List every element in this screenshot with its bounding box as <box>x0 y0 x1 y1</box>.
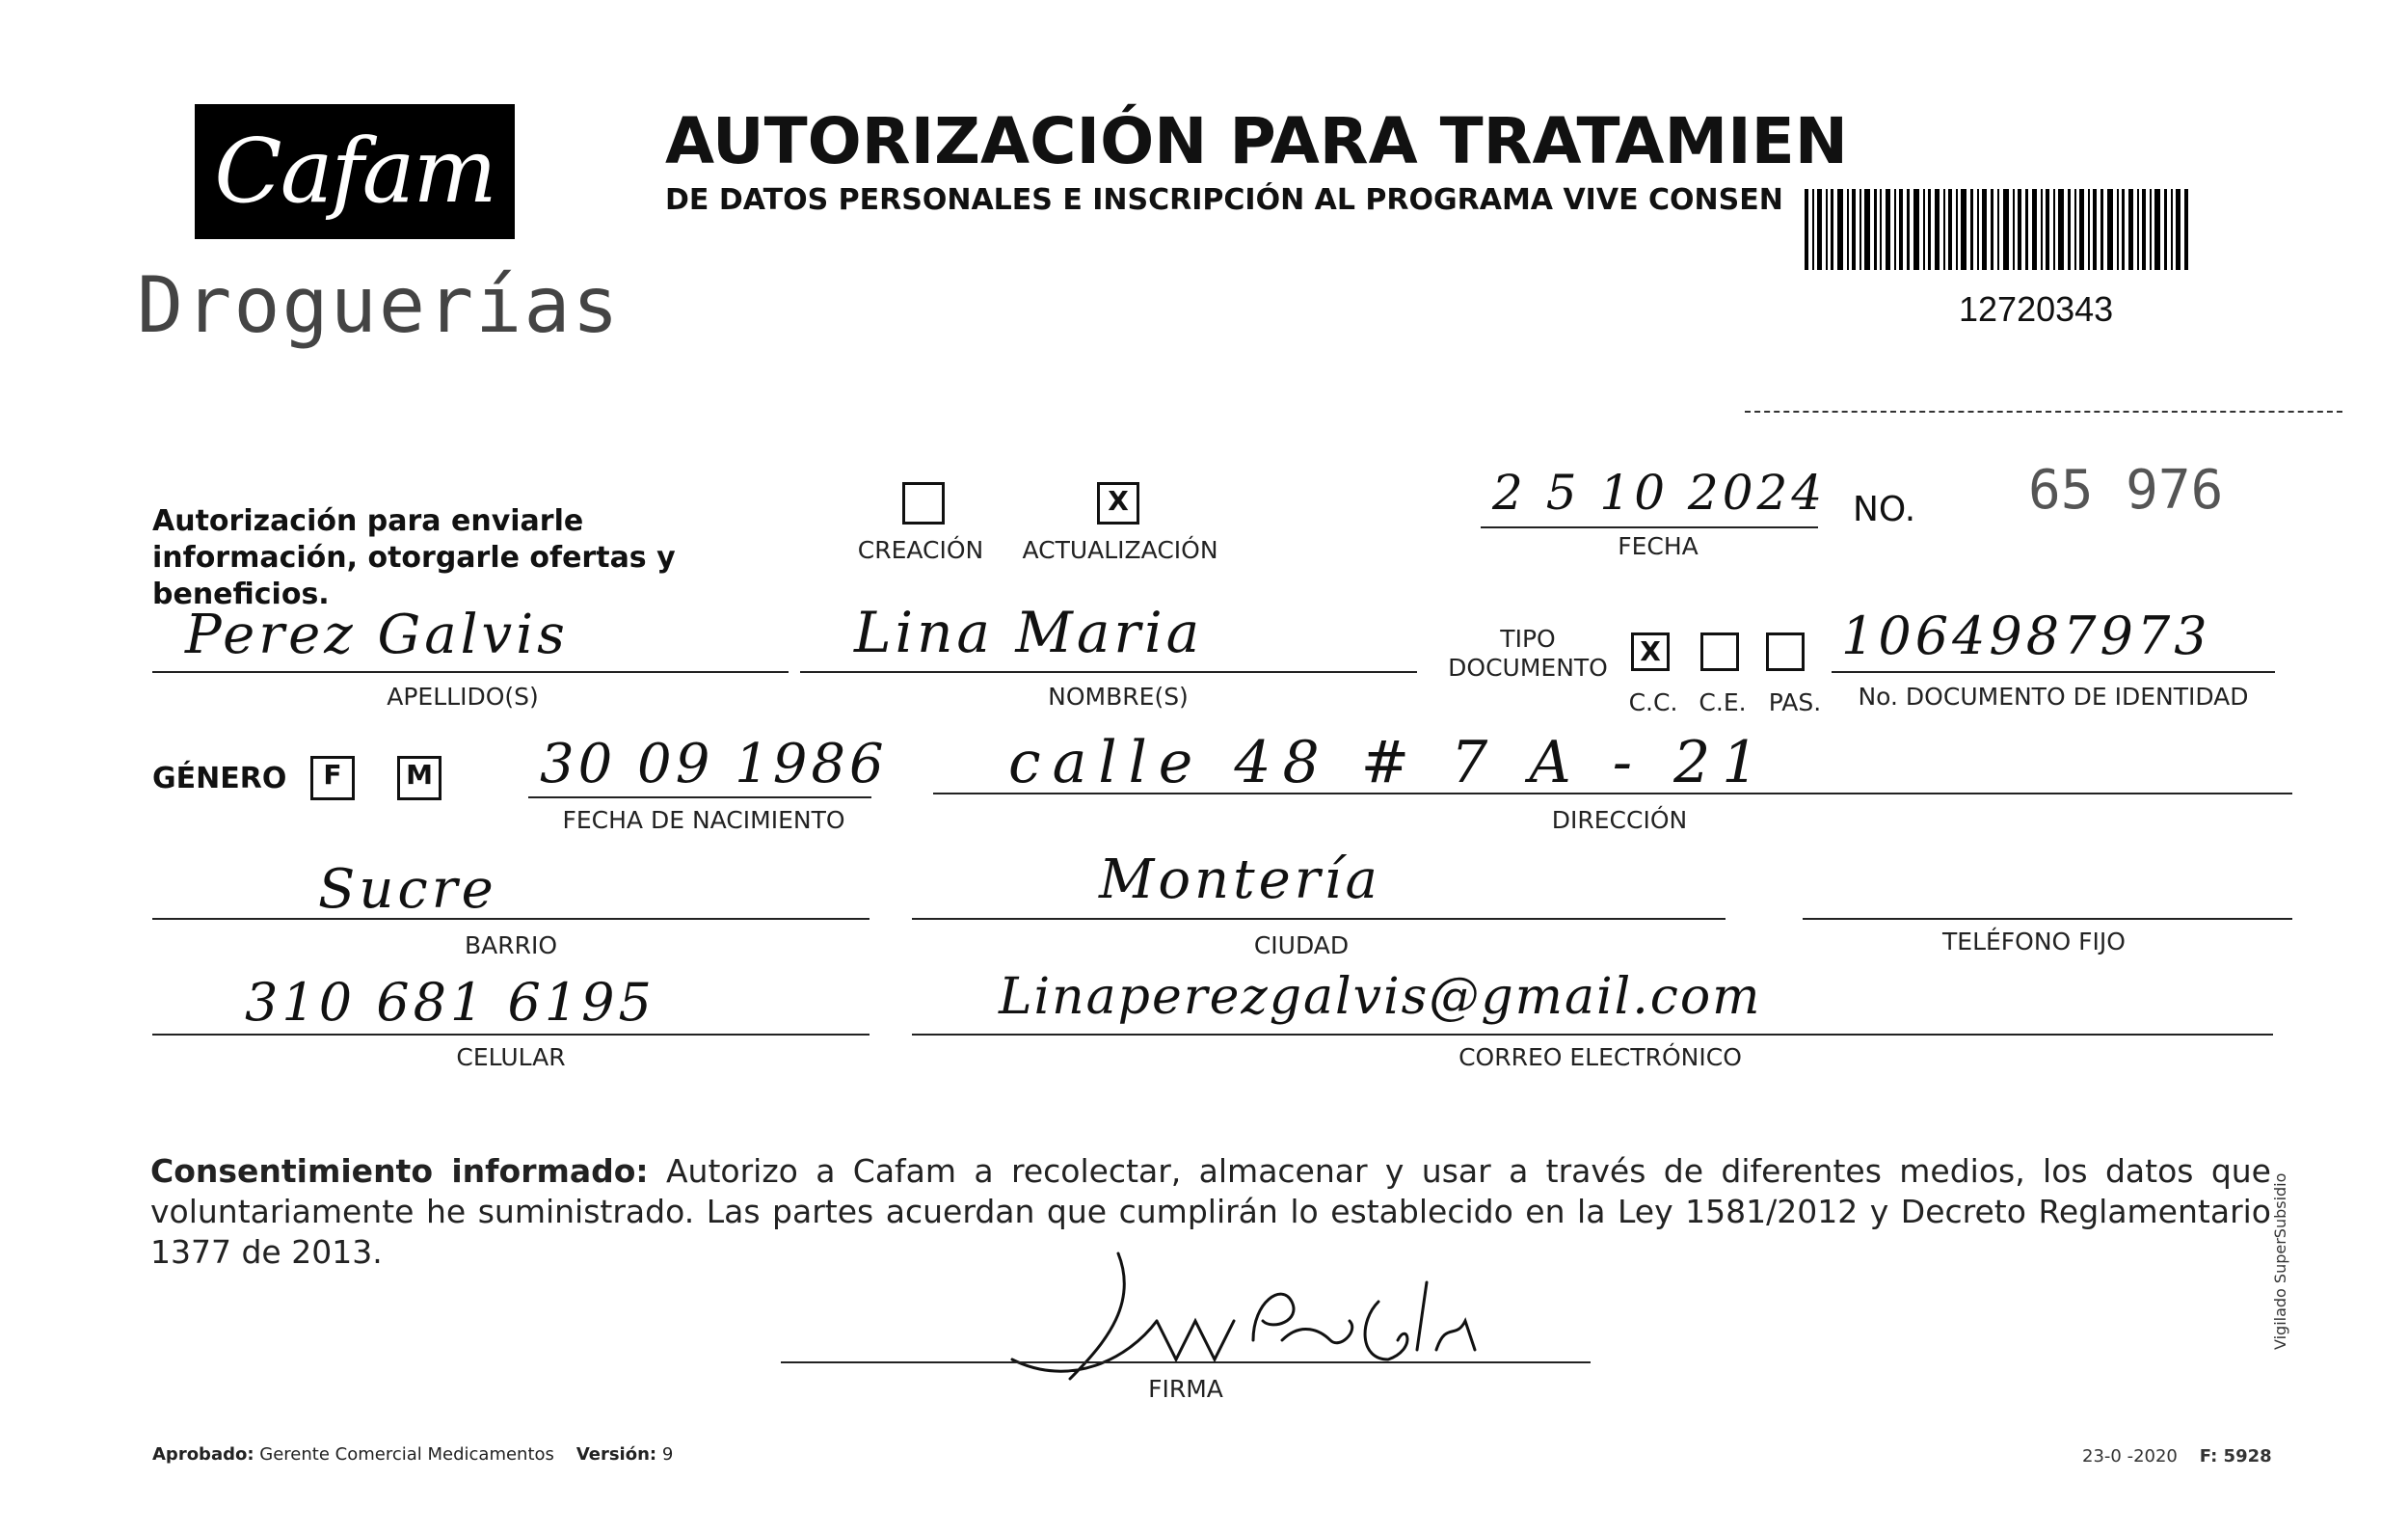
barcode <box>1805 189 2190 270</box>
address-label: DIRECCIÓN <box>1551 806 1688 834</box>
creation-checkbox[interactable] <box>902 482 945 525</box>
update-label: ACTUALIZACIÓN <box>1022 536 1218 564</box>
pas-label: PAS. <box>1768 688 1822 716</box>
footer-codes <box>2082 1446 2272 1467</box>
update-checkbox[interactable] <box>1097 482 1139 525</box>
doc-number-value: 1064987973 <box>1841 606 2211 666</box>
divider-line <box>1745 411 2342 413</box>
mobile-line <box>152 1034 870 1036</box>
date-label: FECHA <box>1618 532 1699 560</box>
version-value: 9 <box>661 1444 674 1465</box>
no-label: NO. <box>1853 490 1916 529</box>
email-label: CORREO ELECTRÓNICO <box>1458 1043 1742 1071</box>
gender-f-mark: F <box>323 759 342 791</box>
phone-line <box>1803 918 2292 920</box>
phone-label: TELÉFONO FIJO <box>1942 928 2126 955</box>
form-number: 65 976 <box>2028 459 2224 522</box>
date-line <box>1481 526 1818 528</box>
creation-label: CREACIÓN <box>857 536 984 564</box>
barcode-number: 12720343 <box>1959 289 2114 329</box>
doc-number-line <box>1832 671 2275 673</box>
gender-m-mark: M <box>406 759 433 791</box>
address-line <box>933 793 2292 794</box>
consent-text: Autorizo a Cafam a recolectar, almacenar y usar a través de diferentes medios, los datos que voluntariamente he suministrado. Las partes acuerdan que cumplirán lo establecido en la Ley 1581/2012 y Decreto Reglamentario 1377 de 2013. <box>150 1152 2271 1271</box>
subbrand-text: Droguerías <box>137 260 621 350</box>
birth-line <box>528 796 871 798</box>
side-text: Vigilado SuperSubsidio <box>2271 1172 2289 1350</box>
approved-value: Gerente Comercial Medicamentos <box>259 1444 554 1465</box>
birth-label: FECHA DE NACIMIENTO <box>562 806 845 834</box>
consent-heading: Consentimiento informado: <box>150 1152 649 1190</box>
doc-type-label: TIPO DOCUMENTO <box>1448 625 1608 682</box>
doc-number-label: No. DOCUMENTO DE IDENTIDAD <box>1858 683 2249 711</box>
email-value: Linaperezgalvis@gmail.com <box>999 968 1762 1026</box>
document-subtitle: DE DATOS PERSONALES E INSCRIPCIÓN AL PROGRAMA VIVE CONSEN <box>665 183 1783 217</box>
gender-f-checkbox[interactable] <box>310 756 355 800</box>
email-line <box>912 1034 2273 1036</box>
cc-label: C.C. <box>1628 688 1678 716</box>
authorization-intro: Autorización para enviarle información, otorgarle ofertas y beneficios. <box>152 504 676 611</box>
signature-label: FIRMA <box>1148 1375 1223 1403</box>
name-line <box>800 671 1417 673</box>
neighborhood-value: Sucre <box>318 858 497 921</box>
city-label: CIUDAD <box>1253 931 1350 959</box>
doc-ce-checkbox[interactable] <box>1700 632 1739 671</box>
surname-label: APELLIDO(S) <box>387 683 539 711</box>
document-title: AUTORIZACIÓN PARA TRATAMIEN <box>665 104 1848 178</box>
ce-label: C.E. <box>1699 688 1747 716</box>
barcode-graphic <box>1805 189 2190 270</box>
neighborhood-line <box>152 918 870 920</box>
logo-text: Cafam <box>214 120 495 223</box>
mobile-value: 310 681 6195 <box>245 972 656 1033</box>
mobile-label: CELULAR <box>456 1043 566 1071</box>
city-value: Montería <box>1099 848 1381 911</box>
address-value: calle 48 # 7 A - 21 <box>1008 729 1771 796</box>
city-line <box>912 918 1726 920</box>
signature-line <box>781 1361 1591 1363</box>
surname-value: Perez Galvis <box>185 604 569 666</box>
date-code: 23-0 -2020 <box>2082 1446 2178 1467</box>
name-value: Lina Maria <box>854 600 1204 665</box>
cafam-logo <box>195 104 515 239</box>
version-label: Versión: <box>575 1444 657 1465</box>
doc-cc-mark: X <box>1640 635 1661 667</box>
birth-value: 30 09 1986 <box>540 733 888 795</box>
footer-approved <box>152 1444 673 1465</box>
surname-line <box>152 671 789 673</box>
doc-cc-checkbox[interactable] <box>1631 632 1670 671</box>
gender-m-checkbox[interactable] <box>397 756 441 800</box>
update-mark: X <box>1108 485 1129 517</box>
gender-label: GÉNERO <box>152 762 287 795</box>
date-value: 2 5 10 2024 <box>1492 465 1827 521</box>
neighborhood-label: BARRIO <box>464 931 558 959</box>
doc-pas-checkbox[interactable] <box>1766 632 1805 671</box>
approved-label: Aprobado: <box>152 1444 254 1465</box>
form-code: F: 5928 <box>2199 1446 2272 1467</box>
name-label: NOMBRE(S) <box>1048 683 1189 711</box>
